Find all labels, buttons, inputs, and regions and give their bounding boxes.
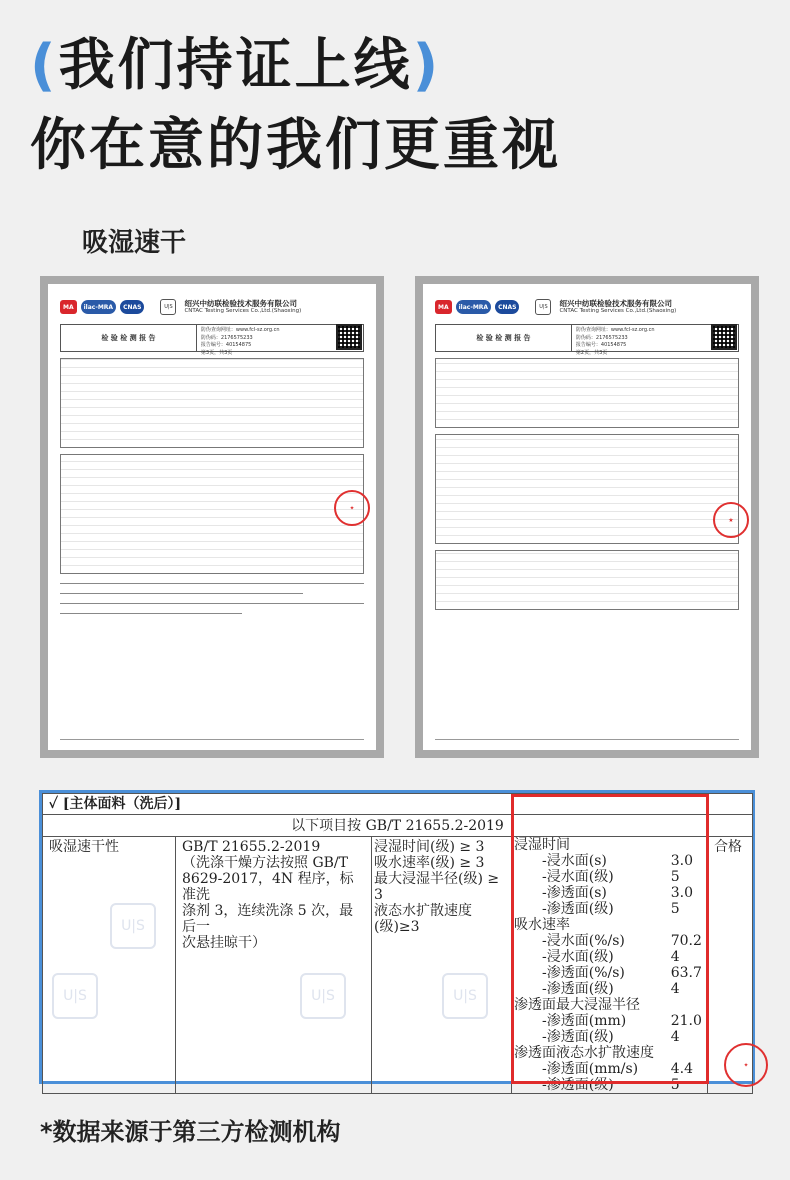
cnas-logo-icon: CNAS bbox=[120, 300, 144, 314]
company-name-en: CNTAC Testing Services Co.,Ltd.(Shaoxing) bbox=[559, 308, 677, 315]
report-sheet-right bbox=[423, 284, 751, 750]
report-zoom-excerpt bbox=[39, 790, 755, 1093]
result-row bbox=[512, 949, 707, 965]
paren-open: ( bbox=[30, 33, 59, 98]
result-row bbox=[512, 1077, 707, 1093]
page-number: 第2页，共3页 bbox=[575, 349, 608, 356]
red-seal-stamp-icon: ★ bbox=[713, 502, 749, 538]
result-value: 3.0 bbox=[670, 885, 693, 901]
result-row bbox=[512, 1061, 707, 1077]
result-value: 5 bbox=[670, 869, 680, 885]
report-title-row bbox=[435, 324, 739, 356]
uts-watermark-icon: U|S bbox=[52, 973, 98, 1019]
report-footer-line bbox=[60, 739, 364, 740]
hero-line-1 bbox=[30, 30, 561, 102]
qr-code-icon bbox=[336, 324, 362, 350]
footnote: *数据来源于第三方检测机构 bbox=[40, 1118, 341, 1146]
report-footer-line bbox=[435, 739, 739, 740]
test-item: 吸湿速干性 bbox=[43, 837, 176, 1094]
requirement-line: 最大浸湿半径(级) ≥ 3 bbox=[374, 871, 500, 903]
result-row bbox=[512, 981, 707, 997]
report-table-block bbox=[435, 434, 739, 544]
report-sheet-left bbox=[48, 284, 376, 750]
result-value: 4.4 bbox=[670, 1061, 693, 1077]
result-label: -浸水面(s) bbox=[542, 853, 607, 869]
company-name bbox=[559, 299, 676, 315]
result-label: -渗透面(级) bbox=[542, 901, 614, 917]
section-header: ✓ [主体面料（洗后）] bbox=[43, 794, 753, 815]
standard-row: 以下项目按 GB/T 21655.2-2019 bbox=[43, 815, 753, 837]
report-notes bbox=[60, 583, 364, 614]
result-group-head: 渗透面最大浸湿半径 bbox=[514, 997, 640, 1013]
ma-logo-icon: MA bbox=[60, 300, 77, 314]
report-title: 检 验 检 测 报 告 bbox=[61, 325, 197, 351]
report-header bbox=[435, 296, 739, 318]
result-value: 3.0 bbox=[670, 853, 693, 869]
method-line: 8629-2017，4N 程序，标准洗 bbox=[182, 871, 354, 903]
company-name bbox=[184, 299, 301, 315]
report-number: 报告编号：40154875 bbox=[200, 342, 252, 348]
technical-requirement bbox=[372, 837, 512, 1094]
result-value: 63.7 bbox=[670, 965, 702, 981]
report-title-row bbox=[60, 324, 364, 356]
report-title: 检 验 检 测 报 告 bbox=[436, 325, 572, 351]
report-header bbox=[60, 296, 364, 318]
company-name-en: CNTAC Testing Services Co.,Ltd.(Shaoxing) bbox=[184, 308, 302, 315]
result-row bbox=[512, 965, 707, 981]
report-thumbnail-left[interactable] bbox=[40, 276, 384, 758]
result-value: 4 bbox=[670, 1029, 680, 1045]
hero-line-2: 你在意的我们更重视 bbox=[30, 113, 561, 178]
requirement-line: 浸湿时间(级) ≥ 3 bbox=[374, 839, 485, 855]
anti-fake-code: 防伪码：2176575233 bbox=[200, 334, 253, 341]
result-value: 70.2 bbox=[670, 933, 702, 949]
qr-code-icon bbox=[711, 324, 737, 350]
result-label: -浸水面(级) bbox=[542, 949, 614, 965]
result-label: -渗透面(mm/s) bbox=[542, 1061, 639, 1077]
method-line: GB/T 21655.2-2019 bbox=[182, 839, 321, 855]
uts-watermark-icon: U|S bbox=[300, 973, 346, 1019]
result-group-head: 渗透面液态水扩散速度 bbox=[514, 1045, 654, 1061]
result-row bbox=[512, 869, 707, 885]
requirement-line: 吸水速率(级) ≥ 3 bbox=[374, 855, 485, 871]
report-number: 报告编号：40154875 bbox=[575, 342, 627, 348]
query-site: 防伪查询网址：www.fcl-sz.org.cn bbox=[200, 327, 280, 333]
result-value: 21.0 bbox=[670, 1013, 702, 1029]
result-label: -浸水面(%/s) bbox=[542, 933, 625, 949]
test-result-table bbox=[42, 793, 753, 1094]
anti-fake-code: 防伪码：2176575233 bbox=[575, 334, 628, 341]
result-group-head: 吸水速率 bbox=[514, 917, 570, 933]
result-row bbox=[512, 1013, 707, 1029]
uts-watermark-icon: U|S bbox=[442, 973, 488, 1019]
paren-close: ) bbox=[412, 33, 442, 98]
report-thumbnail-right[interactable] bbox=[415, 276, 759, 758]
method-line: 涤剂 3，连续洗涤 5 次，最后一 bbox=[182, 903, 354, 935]
result-label: -渗透面(s) bbox=[542, 885, 607, 901]
report-table-block bbox=[60, 358, 364, 448]
method-line: （洗涤干燥方法按照 GB/T bbox=[182, 855, 348, 871]
verdict: 合格 bbox=[708, 837, 753, 1094]
uts-watermark-icon: U|S bbox=[110, 903, 156, 949]
result-group-head: 浸湿时间 bbox=[514, 837, 570, 853]
report-table-block bbox=[60, 454, 364, 574]
test-results bbox=[512, 837, 708, 1094]
report-table-block bbox=[435, 550, 739, 610]
result-value: 5 bbox=[670, 1077, 680, 1093]
result-row bbox=[512, 885, 707, 901]
cnas-logo-icon: CNAS bbox=[495, 300, 519, 314]
result-label: -渗透面(mm) bbox=[542, 1013, 627, 1029]
test-method bbox=[176, 837, 372, 1094]
result-label: -渗透面(%/s) bbox=[542, 965, 625, 981]
result-value: 4 bbox=[670, 949, 680, 965]
company-name-cn: 绍兴中纺联检验技术服务有限公司 bbox=[559, 298, 672, 308]
result-row bbox=[512, 933, 707, 949]
result-value: 4 bbox=[670, 981, 680, 997]
result-label: -渗透面(级) bbox=[542, 1029, 614, 1045]
ma-logo-icon: MA bbox=[435, 300, 452, 314]
uts-logo-icon: U|S bbox=[160, 299, 176, 315]
report-table-block bbox=[435, 358, 739, 428]
query-site: 防伪查询网址：www.fcl-sz.org.cn bbox=[575, 327, 655, 333]
red-seal-stamp-icon: ✦ bbox=[334, 490, 370, 526]
ilac-logo-icon: ilac-MRA bbox=[81, 300, 116, 314]
result-row bbox=[512, 853, 707, 869]
result-label: -渗透面(级) bbox=[542, 981, 614, 997]
red-seal-stamp-icon: ✦ bbox=[724, 1043, 768, 1087]
requirement-line: 液态水扩散速度(级)≥3 bbox=[374, 903, 472, 935]
hero-line-1-text: 我们持证上线 bbox=[58, 33, 413, 98]
ilac-logo-icon: ilac-MRA bbox=[456, 300, 491, 314]
hero-heading bbox=[30, 30, 561, 186]
result-label: -渗透面(级) bbox=[542, 1077, 614, 1093]
result-row bbox=[512, 1029, 707, 1045]
uts-logo-icon: U|S bbox=[535, 299, 551, 315]
page-number: 第3页，共3页 bbox=[200, 349, 233, 356]
method-line: 次悬挂晾干） bbox=[182, 935, 266, 951]
result-row bbox=[512, 901, 707, 917]
result-label: -浸水面(级) bbox=[542, 869, 614, 885]
company-name-cn: 绍兴中纺联检验技术服务有限公司 bbox=[184, 298, 297, 308]
result-value: 5 bbox=[670, 901, 680, 917]
section-label: 吸湿速干 bbox=[82, 228, 187, 258]
